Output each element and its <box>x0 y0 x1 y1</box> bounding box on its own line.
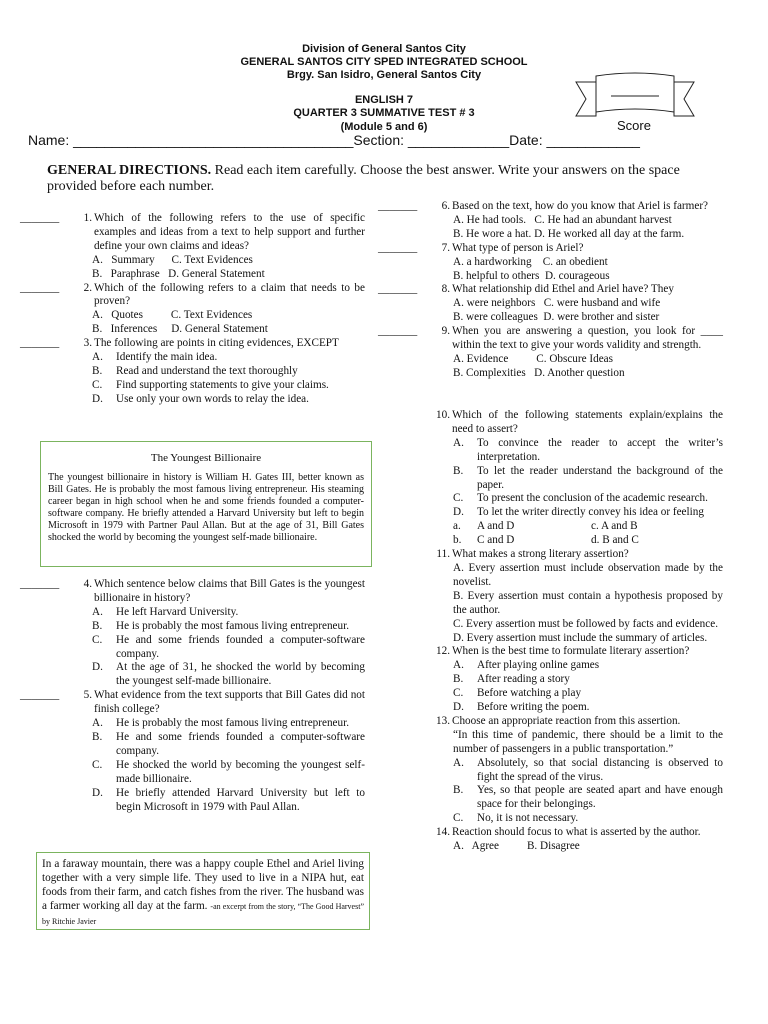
option <box>92 620 365 634</box>
option <box>453 701 723 715</box>
question-row <box>378 283 723 297</box>
question-row <box>378 826 723 840</box>
option-line: D. Every assertion must include the summary of articles. <box>453 631 708 644</box>
question-text: What makes a strong literary assertion? <box>452 548 629 561</box>
option-text: To present the conclusion of the academic research. <box>477 492 708 505</box>
question-row <box>378 715 723 729</box>
option-text: He and some friends founded a computer-software company. <box>116 730 365 757</box>
option <box>92 717 365 731</box>
option-text: To let the writer directly convey his idea or feeling <box>477 506 704 519</box>
choice-text: C and D <box>477 534 515 547</box>
option-line: A. Summary C. Text Evidences <box>92 253 253 266</box>
question-row <box>378 409 723 437</box>
choice-text: A and D <box>477 520 515 533</box>
option-letter: D. <box>92 392 103 405</box>
question-text: Which of the following refers to the use of specific examples and ideas from a text to help support and further define your own claims and ideas? <box>94 212 365 252</box>
question <box>20 282 365 338</box>
question-text: When is the best time to formulate literary assertion? <box>452 645 690 658</box>
option-letter: A. <box>453 436 464 449</box>
choice-text: d. B and C <box>591 534 639 547</box>
question <box>378 548 726 645</box>
option <box>453 812 723 826</box>
answer-blank[interactable]: _______ <box>20 337 60 350</box>
option-line: A. Agree B. Disagree <box>453 840 580 853</box>
option-text: He is probably the most famous living entrepreneur. <box>116 619 350 632</box>
question <box>378 826 723 854</box>
option <box>92 759 365 787</box>
option-letter: A. <box>92 351 103 364</box>
question <box>378 409 723 548</box>
choice-letter: a. <box>453 520 461 533</box>
directions-text: Read each item carefully. Choose the best answer. Write your answers on the space provided before each number. <box>47 163 680 194</box>
question-text: Which sentence below claims that Bill Gates is the youngest billionaire in history? <box>94 578 365 604</box>
option-text: Identify the main idea. <box>116 351 218 364</box>
question-number: 7. <box>441 241 450 254</box>
option-line: A. were neighbors C. were husband and wife <box>453 297 661 310</box>
passage-good-harvest <box>36 852 370 930</box>
question-row <box>20 689 365 717</box>
passage-youngest-billionaire <box>40 441 372 567</box>
option-letter: C. <box>92 633 103 646</box>
answer-blank[interactable]: _______ <box>378 200 418 212</box>
question <box>378 200 723 242</box>
passage-title: The Youngest Billionaire <box>150 452 262 464</box>
subject-title: ENGLISH 7 <box>354 94 414 106</box>
option-line: B. Inferences D. General Statement <box>92 323 268 336</box>
option-letter: A. <box>453 659 464 672</box>
answer-blank[interactable]: _______ <box>20 281 60 294</box>
question-text: Based on the text, how do you know that Ariel is farmer? <box>452 200 709 212</box>
option-letter: B. <box>92 730 103 743</box>
option-text: He left Harvard University. <box>116 605 239 618</box>
question <box>378 283 723 325</box>
option-letter: A. <box>92 717 103 730</box>
option-text: Yes, so that people are seated apart and have enough space for their belongings. <box>477 784 723 811</box>
answer-blank[interactable]: _______ <box>20 689 60 702</box>
option-line: B. He wore a hat. D. He worked all day at the farm. <box>453 227 685 240</box>
option <box>453 465 723 493</box>
option-text: Read and understand the text thoroughly <box>116 364 298 377</box>
school-name: GENERAL SANTOS CITY SPED INTEGRATED SCHOOL <box>240 56 528 68</box>
option-letter: C. <box>453 492 464 505</box>
passage2-source: -an excerpt from the story, “The Good Harvest” by Ritchie Javier <box>42 902 364 926</box>
score-label: Score <box>617 118 651 133</box>
question-number: 13. <box>436 714 450 727</box>
question-number: 11. <box>436 548 450 561</box>
question-text: When you are answering a question, you look for ____ within the text to give your words validity and strength. <box>452 325 723 352</box>
option <box>453 437 723 465</box>
question-number: 2. <box>83 281 92 294</box>
option <box>453 506 723 520</box>
option-letter: D. <box>92 786 103 799</box>
answer-blank[interactable]: _______ <box>378 283 418 296</box>
answer-blank[interactable]: _______ <box>20 212 60 224</box>
option-line: B. Complexities D. Another question <box>453 366 625 379</box>
question-text: What relationship did Ethel and Ariel have? They <box>452 283 674 296</box>
option <box>92 731 365 759</box>
question-number: 10. <box>436 409 450 421</box>
option-letter: C. <box>92 758 103 771</box>
option <box>92 365 365 379</box>
question-text: What evidence from the text supports that Bill Gates did not finish college? <box>94 689 365 716</box>
name-section-date-fields[interactable]: Name: ____________________________________Section: _____________Date: ____________ <box>28 132 640 148</box>
question-row <box>378 645 723 659</box>
question-row <box>20 578 365 606</box>
general-directions <box>47 163 723 195</box>
option-text: He briefly attended Harvard University but left to begin Microsoft in 1979 with Paul Allan. <box>116 786 365 813</box>
option-letter: B. <box>453 673 464 686</box>
choice-letter: b. <box>453 534 462 547</box>
option-text: To convince the reader to accept the writer’s interpretation. <box>477 436 723 463</box>
right-column-2 <box>378 409 726 854</box>
question-quote: “In this time of pandemic, there should be a limit to the number of passengers in a public transportation.” <box>453 728 723 755</box>
question-text: Which of the following refers to a claim that needs to be proven? <box>94 281 365 308</box>
question-row <box>378 242 723 256</box>
question <box>378 645 723 715</box>
question-row <box>20 282 365 310</box>
option <box>92 351 365 365</box>
choice-grid-row <box>453 534 723 548</box>
option-letter: B. <box>453 464 464 477</box>
choice-grid-row <box>453 520 723 534</box>
passage-body: The youngest billionaire in history is William H. Gates III, better known as Bill Gates. He is probably the most famous living entrepreneur. His steaming career began in high school when he and some friends founded a computer-software company. He briefly attended a Harvard University but left to begin Microsoft in 1979 with Partner Paul Allan. But at the age of 31, Bill Gates shocked the world by becoming the youngest self-made billionaire. <box>48 472 364 543</box>
option-line: A. Evidence C. Obscure Ideas <box>453 352 613 365</box>
option-letter: A. <box>453 756 464 769</box>
question-text: The following are points in citing evidences, EXCEPT <box>94 337 339 350</box>
division-heading: Division of General Santos City <box>302 43 466 55</box>
option-text: No, it is not necessary. <box>477 812 579 825</box>
option-text: To let the reader understand the background of the paper. <box>477 464 723 491</box>
option <box>92 379 365 393</box>
right-column <box>378 200 723 381</box>
option-letter: C. <box>453 687 464 700</box>
option-letter: D. <box>92 661 103 674</box>
option-letter: D. <box>453 506 464 519</box>
option <box>92 634 365 662</box>
option-text: After playing online games <box>477 659 600 672</box>
option <box>92 787 365 815</box>
question-number: 8. <box>441 283 450 296</box>
option-text: Absolutely, so that social distancing is observed to fight the spread of the virus. <box>477 756 723 783</box>
option-letter: C. <box>453 812 464 825</box>
question <box>20 212 365 282</box>
question-text: What type of person is Ariel? <box>452 241 584 254</box>
module-title: (Module 5 and 6) <box>340 121 428 133</box>
option-line: B. helpful to others D. courageous <box>453 269 610 282</box>
passage2-body: In a faraway mountain, there was a happy couple Ethel and Ariel living together with a very simple life. They used to live in a NIPA hut, eat foods from their farm, and catch fishes from the river. The husband was a farmer working all day at the farm. <box>42 858 364 912</box>
choice-text: c. A and B <box>591 520 638 533</box>
option-text: He shocked the world by becoming the youngest self-made billionaire. <box>116 758 365 785</box>
question <box>378 242 723 284</box>
directions-heading: GENERAL DIRECTIONS. <box>47 163 212 178</box>
question-number: 9. <box>441 325 450 338</box>
question-row <box>378 200 723 214</box>
option-text: Before watching a play <box>477 687 582 700</box>
option <box>453 492 723 506</box>
answer-blank[interactable]: _______ <box>20 578 60 590</box>
left-column <box>20 212 365 407</box>
option-line: A. Quotes C. Text Evidences <box>92 309 253 322</box>
option-line: B. Paraphrase D. General Statement <box>92 267 265 280</box>
question-text: Choose an appropriate reaction from this assertion. <box>452 714 681 727</box>
option-line: B. Every assertion must contain a hypothesis proposed by the author. <box>453 589 726 616</box>
question-row <box>378 325 723 353</box>
option-letter: B. <box>92 364 103 377</box>
option-letter: B. <box>92 619 103 632</box>
option-text: Use only your own words to relay the idea. <box>116 392 309 405</box>
option <box>92 393 365 407</box>
question-row <box>378 548 723 562</box>
option-text: Find supporting statements to give your claims. <box>116 378 329 391</box>
option-text: He and some friends founded a computer-software company. <box>116 633 365 660</box>
option-text: Before writing the poem. <box>477 701 590 714</box>
question-number: 1. <box>83 212 92 224</box>
option-letter: C. <box>92 378 103 391</box>
answer-blank[interactable]: _______ <box>378 241 418 254</box>
question <box>20 578 365 689</box>
option-letter: D. <box>453 701 464 714</box>
question-number: 5. <box>83 689 92 702</box>
option <box>453 784 723 812</box>
option-line: A. He had tools. C. He had an abundant harvest <box>453 213 672 226</box>
left-column-2 <box>20 578 365 814</box>
question-text: Which of the following statements explain/explains the need to assert? <box>452 409 723 435</box>
question <box>378 325 723 381</box>
school-address: Brgy. San Isidro, General Santos City <box>286 69 482 81</box>
option <box>92 661 365 689</box>
question-row <box>20 212 365 254</box>
test-title: QUARTER 3 SUMMATIVE TEST # 3 <box>293 107 475 119</box>
question-number: 6. <box>441 200 450 212</box>
option <box>453 687 723 701</box>
question-number: 3. <box>83 337 92 350</box>
answer-blank[interactable]: _______ <box>378 325 418 338</box>
option <box>453 659 723 673</box>
option-line: B. were colleagues D. were brother and sister <box>453 311 660 324</box>
option-line: A. Every assertion must include observation made by the novelist. <box>453 561 726 588</box>
question <box>20 337 365 407</box>
question-number: 4. <box>83 578 92 590</box>
option-letter: A. <box>92 605 103 618</box>
option-text: At the age of 31, he shocked the world by becoming the youngest self-made billionaire. <box>116 661 365 688</box>
question <box>20 689 365 814</box>
option <box>453 757 723 785</box>
question-text: Reaction should focus to what is asserted by the author. <box>452 826 701 839</box>
question-number: 12. <box>436 645 450 658</box>
option-line: C. Every assertion must be followed by facts and evidence. <box>453 617 719 630</box>
option-text: After reading a story <box>477 673 570 686</box>
option <box>453 673 723 687</box>
question-row <box>20 337 365 351</box>
option-line: A. a hardworking C. an obedient <box>453 255 608 268</box>
option-text: He is probably the most famous living entrepreneur. <box>116 717 350 730</box>
question <box>378 715 723 826</box>
question-number: 14. <box>436 826 450 839</box>
option <box>92 606 365 620</box>
option-letter: B. <box>453 784 464 797</box>
